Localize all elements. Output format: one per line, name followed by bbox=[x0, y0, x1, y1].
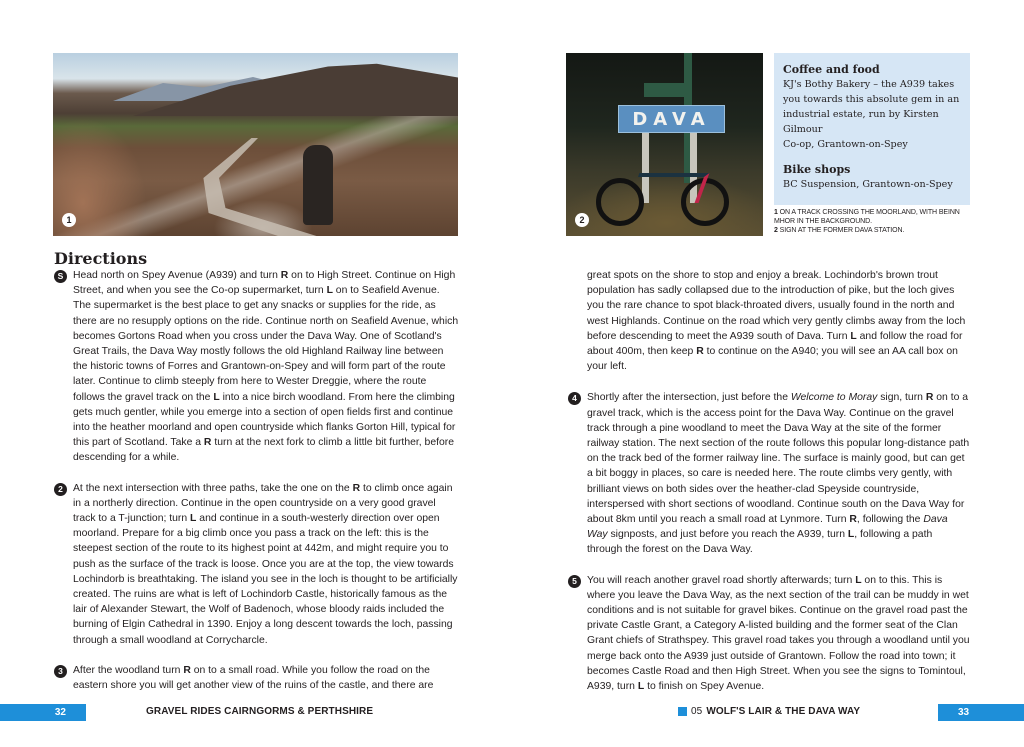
finger-sign bbox=[644, 83, 692, 97]
caption-2 bbox=[774, 226, 974, 235]
step-marker-3: 3 bbox=[54, 665, 67, 678]
step-text: At the next intersection with three paths, take the one on the R to climb once again in a northerly direction. Continue in the open countryside on a very good gravel track to a T-junction; turn L and continue in a south-westerly direction over open moorland. Prepare for a big climb once you pass a track on the left: this is the steepest section of the route to its highest point at 442m, and might require you to push as the surface of the track is loose. Once you are at the top, the view towards Lochindorb is breathtaking. The island you see in the loch is thought to be artificially created. The ruins are what is left of Lochindorb Castle, historically famous as the lair of Alexander Stewart, the Wolf of Badenoch, whose bloody raids included the burning of Elgin Cathedral in 1390. Enjoy a long descent towards the loch, passing through a small woodland at Corrycharcle. bbox=[73, 482, 458, 646]
info-box bbox=[774, 53, 970, 205]
photo-captions bbox=[774, 208, 974, 235]
direction-step-5 bbox=[568, 573, 970, 695]
info-line: Co-op, Grantown-on-Spey bbox=[783, 139, 908, 150]
step-text: great spots on the shore to stop and enjoy a break. Lochindorb's brown trout population has sadly collapsed due to the introduction of pike, but the loch gives you the rare chance to spot black-throated divers, usually found in the north and west Highlands. Continue on the road which very gently climbs away from the loch before descending to meet the A939 south of Dava. Turn L and follow the road for about 400m, then keep R to continue on the A940; you will see an AA call box on your left. bbox=[587, 270, 966, 373]
direction-step-start bbox=[54, 268, 460, 466]
route-title: WOLF'S LAIR & THE DAVA WAY bbox=[706, 706, 861, 717]
cyclist bbox=[303, 145, 333, 225]
info-heading-coffee: Coffee and food bbox=[783, 63, 880, 76]
directions-heading: Directions bbox=[54, 249, 148, 268]
route-color-square-icon bbox=[678, 707, 687, 716]
directions-column-right bbox=[568, 268, 970, 709]
caption-1 bbox=[774, 208, 974, 226]
step-marker-4: 4 bbox=[568, 392, 581, 405]
page-number-right: 33 bbox=[938, 704, 1024, 721]
info-line: BC Suspension, Grantown-on-Spey bbox=[783, 179, 953, 190]
photo-dava-sign bbox=[566, 53, 763, 236]
info-line: KJ's Bothy Bakery – the A939 takes you towards this absolute gem in an industrial estate, run by Kirsten Gilmour bbox=[783, 79, 960, 135]
station-sign-text: DAVA bbox=[632, 108, 711, 130]
route-number: 05 bbox=[691, 706, 703, 717]
photo-number-badge: 1 bbox=[62, 213, 76, 227]
caption-number: 2 bbox=[774, 227, 778, 234]
caption-number: 1 bbox=[774, 209, 778, 216]
direction-step-3-continued bbox=[568, 268, 970, 374]
direction-step-2 bbox=[54, 481, 460, 648]
direction-step-3 bbox=[54, 663, 460, 693]
photo-number-badge: 2 bbox=[575, 213, 589, 227]
step-text: Head north on Spey Avenue (A939) and turn R on to High Street. Continue on High Street, and when you see the Co-op supermarket, turn L on to Seafield Avenue. The supermarket is the best place to get any snacks or supplies for the ride, as there are no resupply options on the ride. Continue north on Seafield Avenue, which becomes Gortons Road when you cross under the Dava Way. One of Scotland's Great Trails, the Dava Way mostly follows the old Highland Railway line between the historic towns of Forres and Grantown-on-Spey and will form part of the route later. Continue to climb steeply from here to Wester Dreggie, where the route follows the gravel track on the L into a nice birch woodland. From here the climbing gets much gentler, while you emerge into a section of open fields first and continue into the heather moorland and open countryside which flanks Gorton Hill, typical for this part of Scotland. Take a R turn at the next fork to climb a little bit further, before descending for a while. bbox=[73, 270, 459, 464]
bike-frame bbox=[629, 173, 710, 203]
step-marker-5: 5 bbox=[568, 575, 581, 588]
info-heading-bike-shops: Bike shops bbox=[783, 163, 851, 176]
running-title-right bbox=[678, 706, 860, 717]
page-number-left: 32 bbox=[0, 704, 86, 721]
step-marker-start: S bbox=[54, 270, 67, 283]
caption-text: ON A TRACK CROSSING THE MOORLAND, WITH BEINN MHOR IN THE BACKGROUND. bbox=[774, 209, 960, 225]
running-title-left: GRAVEL RIDES CAIRNGORMS & PERTHSHIRE bbox=[146, 706, 374, 717]
station-sign bbox=[618, 105, 725, 133]
step-text: Shortly after the intersection, just before the Welcome to Moray sign, turn R on to a gravel track, which is the access point for the Dava Way. Continue on the gravel track through a pine woodland to meet the Dava Way at the site of the former railway station. The next section of the route follows this popular long-distance path on the track bed of the former railway line. The surface is mainly good, but can get a bit boggy in places, so care is needed here. The route climbs very gently, with brilliant views on both sides over the heather-clad Speyside countryside, interspersed with short sections of woodland. Continue south on the Dava Way for about 8km until you reach a small road at Lynmore. Turn R, following the Dava Way signposts, and just before you reach the A939, turn L, following a path through the forest on the Dava Way. bbox=[587, 392, 970, 556]
photo-moorland-cyclist bbox=[53, 53, 458, 236]
step-marker-2: 2 bbox=[54, 483, 67, 496]
caption-text: SIGN AT THE FORMER DAVA STATION. bbox=[779, 227, 905, 234]
step-text: After the woodland turn R on to a small road. While you follow the road on the eastern shore you will get another view of the ruins of the castle, and there are bbox=[73, 664, 434, 692]
step-text: You will reach another gravel road shortly afterwards; turn L on to this. This is where you leave the Dava Way, as the next section of the trail can be muddy in wet conditions and is not suitable for gravel bikes. Continue on the gravel road past the private Castle Grant, a Category A-listed building and the former seat of the Clan Grant chiefs of Strathspey. This gravel road takes you through a woodland until you merge back onto the A939 just outside of Grantown. Follow the road into town; it becomes Castle Road and then High Street. When you see the signs to Tomintoul, A939, turn L to finish on Spey Avenue. bbox=[587, 574, 970, 693]
directions-column-left bbox=[54, 268, 460, 708]
direction-step-4 bbox=[568, 390, 970, 557]
